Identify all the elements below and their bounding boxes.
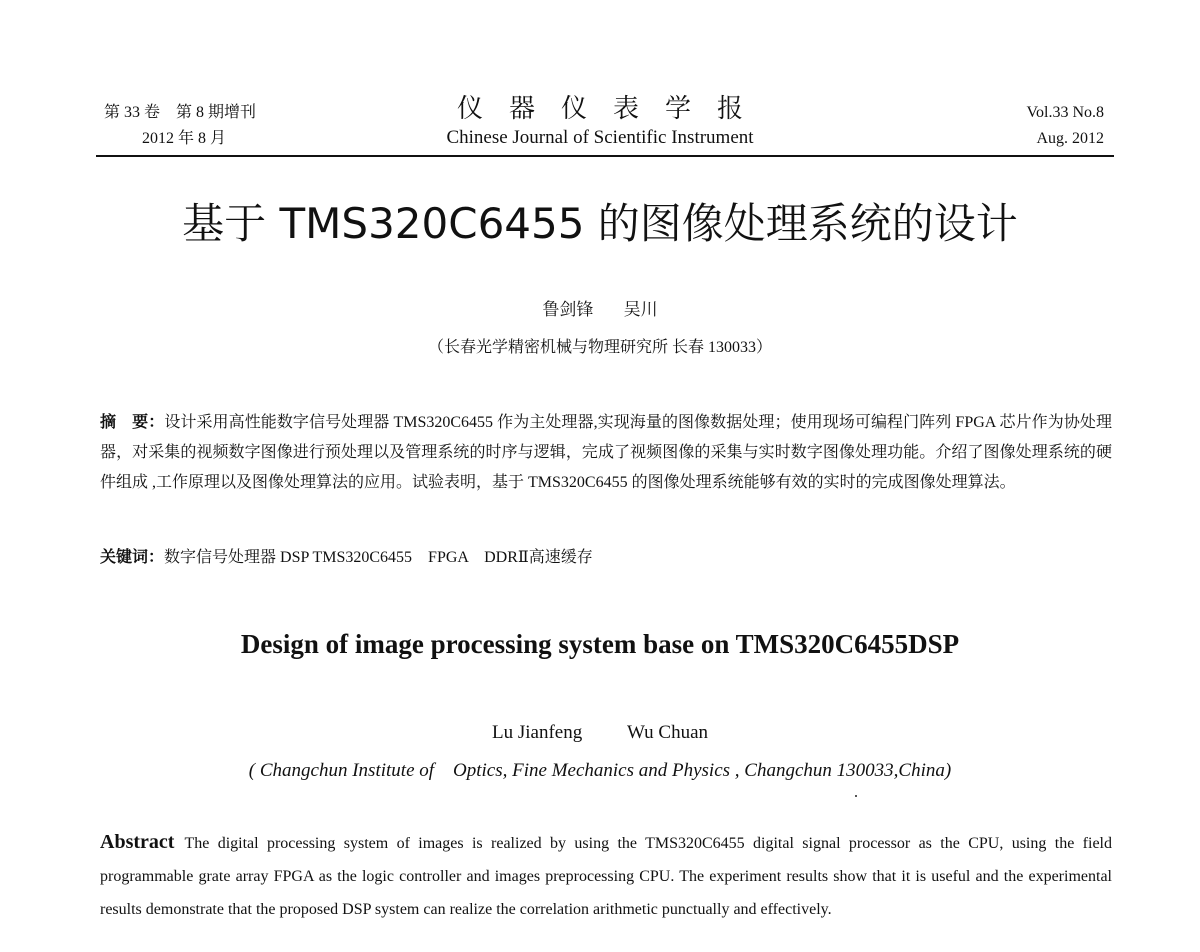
author-cn-1: 鲁剑锋 bbox=[542, 300, 594, 319]
abstract-cn-text: 设计采用高性能数字信号处理器 TMS320C6455 作为主处理器,实现海量的图像数据处理；使用现场可编程门阵列 FPGA 芯片作为协处理器，对采集的视频数字图像进行预处理以及管理系统的时序与逻辑，完成了视频图像的采集与实时数字图像处理功能。介绍了图像处理系统的硬件组成 ,工作原理以及图像处理算法的应用。试验表明，基于 TMS320C6455 的图像处理系统能够有效的实时的完成图像处理算法。 bbox=[100, 414, 1112, 491]
affiliation-en: ( Changchun Institute of Optics, Fine Mechanics and Physics , Changchun 130033,China) bbox=[248, 760, 952, 781]
scan-speck bbox=[855, 795, 857, 797]
author-cn-2: 吴川 bbox=[623, 300, 658, 319]
header-rule bbox=[96, 155, 1114, 157]
keywords-cn bbox=[100, 545, 1112, 571]
abstract-cn-label: 摘 要： bbox=[100, 414, 165, 431]
affiliation-cn: （长春光学精密机械与物理研究所 长春 130033） bbox=[427, 339, 772, 356]
author-en-2: Wu Chuan bbox=[626, 722, 708, 743]
authors-cn bbox=[0, 298, 1200, 322]
journal-title-en: Chinese Journal of Scientific Instrument bbox=[446, 127, 754, 148]
abstract-en-text: The digital processing system of images is realized by using the TMS320C6455 digital signal processor as the CPU, using the field programmable grate array FPGA as the logic controller and images preprocessing CPU. The experiment results show that it is useful and the experimental results demonstrate that the proposed DSP system can realize the correlation arithmetic punctually and effectively. bbox=[100, 835, 1112, 918]
keywords-cn-label: 关键词： bbox=[100, 549, 165, 566]
abstract-en-label: Abstract bbox=[100, 831, 175, 853]
paper-title-en: Design of image processing system base on TMS320C6455DSP bbox=[240, 629, 960, 659]
header-volume-en-block bbox=[1027, 100, 1105, 152]
paper-title-cn: 基于 TMS320C6455 的图像处理系统的设计 bbox=[182, 199, 1018, 248]
header-volume-cn-block bbox=[104, 100, 256, 152]
header-date-cn: 2012 年 8 月 bbox=[142, 130, 227, 147]
keywords-cn-text: 数字信号处理器 DSP TMS320C6455 FPGA DDRⅡ高速缓存 bbox=[164, 549, 593, 566]
journal-title-block bbox=[400, 92, 800, 150]
authors-en bbox=[0, 720, 1200, 746]
header-date-en: Aug. 2012 bbox=[1036, 130, 1104, 147]
journal-title-cn: 仪器仪表学报 bbox=[456, 94, 769, 123]
header-volume-en: Vol.33 No.8 bbox=[1026, 104, 1104, 121]
abstract-en bbox=[100, 826, 1112, 926]
abstract-cn bbox=[100, 408, 1112, 498]
author-en-1: Lu Jianfeng bbox=[491, 722, 583, 743]
header-volume-cn: 第 33 卷 第 8 期增刊 bbox=[104, 104, 257, 121]
